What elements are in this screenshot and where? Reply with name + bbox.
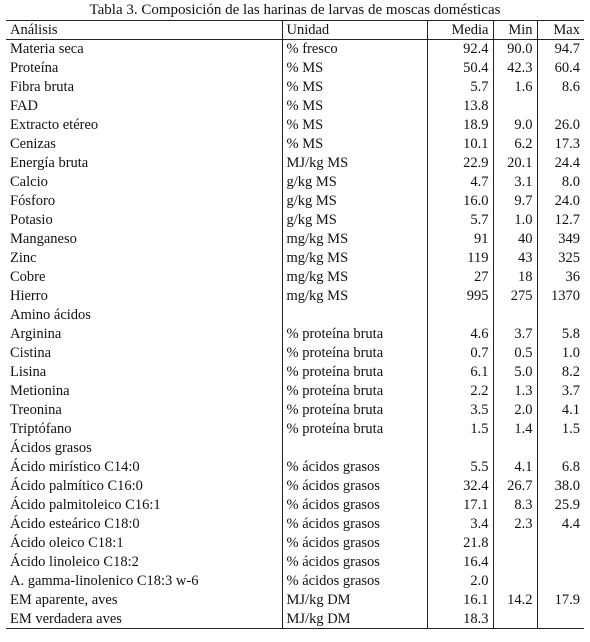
cell-unidad: % ácidos grasos <box>282 476 427 495</box>
cell-min <box>493 438 537 457</box>
cell-unidad: % MS <box>282 116 427 135</box>
cell-unidad: % ácidos grasos <box>282 552 427 571</box>
cell-media: 6.1 <box>427 362 493 381</box>
cell-media: 21.8 <box>427 533 493 552</box>
cell-analisis: Ácidos grasos <box>10 439 92 456</box>
cell-min: 275 <box>493 287 537 306</box>
cell-analisis: FAD <box>10 98 38 115</box>
cell-unidad: % MS <box>282 97 427 116</box>
cell-analisis: Lisina <box>10 363 47 380</box>
cell-max <box>537 609 584 628</box>
cell-unidad: % MS <box>282 135 427 154</box>
cell-analisis: Ácido palmítico C16:0 <box>10 477 143 494</box>
cell-analisis: Fósforo <box>10 193 56 210</box>
cell-analisis: Hierro <box>10 288 48 305</box>
table-row <box>6 325 584 344</box>
table-row <box>6 476 584 495</box>
cell-media: 16.1 <box>427 590 493 609</box>
cell-min: 0.5 <box>493 344 537 363</box>
cell-unidad: MJ/kg MS <box>282 154 427 173</box>
cell-max: 17.3 <box>537 135 584 154</box>
table-row <box>6 306 584 325</box>
cell-media: 92.4 <box>427 40 493 59</box>
table-row <box>6 438 584 457</box>
cell-min: 4.1 <box>493 457 537 476</box>
table-row <box>6 287 584 306</box>
cell-media: 10.1 <box>427 135 493 154</box>
header-media: Media <box>427 21 493 40</box>
cell-media: 5.7 <box>427 78 493 97</box>
cell-analisis: Ácido mirístico C14:0 <box>10 458 140 475</box>
table-row <box>6 59 584 78</box>
cell-media: 5.5 <box>427 457 493 476</box>
cell-media: 17.1 <box>427 495 493 514</box>
cell-min <box>493 97 537 116</box>
cell-min: 20.1 <box>493 154 537 173</box>
table-row <box>6 116 584 135</box>
cell-min: 90.0 <box>493 40 537 59</box>
cell-unidad: mg/kg MS <box>282 249 427 268</box>
cell-unidad: % proteína bruta <box>282 344 427 363</box>
cell-min: 40 <box>493 230 537 249</box>
cell-unidad <box>282 306 427 325</box>
cell-media: 4.6 <box>427 325 493 344</box>
cell-max: 38.0 <box>537 476 584 495</box>
cell-media: 3.5 <box>427 400 493 419</box>
table-row <box>6 78 584 97</box>
cell-unidad: % fresco <box>282 40 427 59</box>
cell-unidad: % ácidos grasos <box>282 533 427 552</box>
cell-media <box>427 306 493 325</box>
cell-max: 4.1 <box>537 400 584 419</box>
cell-max <box>537 306 584 325</box>
cell-media: 18.3 <box>427 609 493 628</box>
table-row <box>6 362 584 381</box>
table-row <box>6 173 584 192</box>
cell-unidad: g/kg MS <box>282 173 427 192</box>
cell-analisis: Fibra bruta <box>10 79 75 96</box>
header-analisis: Análisis <box>6 21 282 40</box>
table-row <box>6 268 584 287</box>
cell-media: 22.9 <box>427 154 493 173</box>
table-row <box>6 495 584 514</box>
cell-unidad: MJ/kg DM <box>282 590 427 609</box>
cell-unidad: mg/kg MS <box>282 287 427 306</box>
cell-max <box>537 533 584 552</box>
cell-analisis: Cistina <box>10 344 52 361</box>
cell-max: 26.0 <box>537 116 584 135</box>
cell-analisis: Ácido oleico C18:1 <box>10 534 124 551</box>
cell-max: 5.8 <box>537 325 584 344</box>
cell-analisis: EM verdadera aves <box>6 609 282 628</box>
cell-max: 6.8 <box>537 457 584 476</box>
cell-min: 1.0 <box>493 211 537 230</box>
cell-media: 16.0 <box>427 192 493 211</box>
cell-max: 94.7 <box>537 40 584 59</box>
cell-unidad: % ácidos grasos <box>282 495 427 514</box>
cell-media: 119 <box>427 249 493 268</box>
cell-analisis: Cenizas <box>10 136 56 153</box>
table-row <box>6 154 584 173</box>
cell-max: 8.2 <box>537 362 584 381</box>
cell-unidad: % proteína bruta <box>282 362 427 381</box>
cell-unidad: % ácidos grasos <box>282 514 427 533</box>
header-unidad: Unidad <box>282 21 427 40</box>
cell-min <box>493 609 537 628</box>
cell-analisis: Zinc <box>10 250 37 267</box>
cell-unidad: mg/kg MS <box>282 230 427 249</box>
table-row <box>6 97 584 116</box>
cell-analisis: Cobre <box>10 269 46 286</box>
cell-max: 3.7 <box>537 381 584 400</box>
cell-analisis: Ácido esteárico C18:0 <box>10 515 140 532</box>
cell-media <box>427 438 493 457</box>
cell-max: 1370 <box>537 287 584 306</box>
table-row <box>6 419 584 438</box>
cell-analisis: Amino ácidos <box>10 307 91 324</box>
cell-media: 2.0 <box>427 571 493 590</box>
cell-min: 2.0 <box>493 400 537 419</box>
table-row <box>6 571 584 590</box>
cell-media: 995 <box>427 287 493 306</box>
cell-analisis: Proteína <box>10 60 59 77</box>
cell-max <box>537 552 584 571</box>
table-row <box>6 381 584 400</box>
cell-analisis: Extracto etéreo <box>10 117 99 134</box>
table-caption: Tabla 3. Composición de las harinas de larvas de moscas domésticas <box>89 2 501 18</box>
cell-analisis: Arginina <box>10 326 62 343</box>
table-row <box>6 249 584 268</box>
cell-unidad: % MS <box>282 78 427 97</box>
table-row <box>6 135 584 154</box>
table-row <box>6 609 584 628</box>
cell-unidad: % MS <box>282 59 427 78</box>
cell-min: 1.3 <box>493 381 537 400</box>
cell-max: 60.4 <box>537 59 584 78</box>
cell-min: 9.7 <box>493 192 537 211</box>
cell-max <box>537 438 584 457</box>
cell-unidad: g/kg MS <box>282 211 427 230</box>
cell-unidad: MJ/kg DM <box>282 609 427 628</box>
cell-max: 4.4 <box>537 514 584 533</box>
cell-min: 26.7 <box>493 476 537 495</box>
cell-unidad: % proteína bruta <box>282 400 427 419</box>
table-row <box>6 230 584 249</box>
cell-max: 1.0 <box>537 344 584 363</box>
cell-min: 2.3 <box>493 514 537 533</box>
cell-analisis: Ácido palmitoleico C16:1 <box>10 496 161 513</box>
table-row <box>6 514 584 533</box>
table-row <box>6 533 584 552</box>
cell-min: 1.6 <box>493 78 537 97</box>
cell-media: 4.7 <box>427 173 493 192</box>
cell-analisis: Ácido linoleico C18:2 <box>10 553 139 570</box>
cell-max: 8.0 <box>537 173 584 192</box>
cell-analisis: A. gamma-linolenico C18:3 w-6 <box>10 572 199 589</box>
cell-max: 24.4 <box>537 154 584 173</box>
cell-max <box>537 97 584 116</box>
cell-max: 12.7 <box>537 211 584 230</box>
table-row <box>6 192 584 211</box>
cell-analisis: Metionina <box>10 382 70 399</box>
cell-min: 9.0 <box>493 116 537 135</box>
cell-max: 349 <box>537 230 584 249</box>
cell-unidad: % proteína bruta <box>282 325 427 344</box>
table-row <box>6 552 584 571</box>
cell-min: 43 <box>493 249 537 268</box>
cell-unidad: % ácidos grasos <box>282 457 427 476</box>
cell-media: 0.7 <box>427 344 493 363</box>
cell-max: 8.6 <box>537 78 584 97</box>
cell-media: 32.4 <box>427 476 493 495</box>
cell-media: 91 <box>427 230 493 249</box>
cell-analisis: Energía bruta <box>10 155 89 172</box>
cell-media: 3.4 <box>427 514 493 533</box>
cell-min: 8.3 <box>493 495 537 514</box>
table-row <box>6 400 584 419</box>
cell-media: 5.7 <box>427 211 493 230</box>
cell-media: 18.9 <box>427 116 493 135</box>
cell-max <box>537 571 584 590</box>
cell-unidad: % proteína bruta <box>282 381 427 400</box>
cell-media: 27 <box>427 268 493 287</box>
cell-analisis: Potasio <box>10 212 53 229</box>
cell-analisis: Triptófano <box>10 420 72 437</box>
cell-media: 13.8 <box>427 97 493 116</box>
cell-max: 36 <box>537 268 584 287</box>
cell-media: 2.2 <box>427 381 493 400</box>
cell-min: 3.7 <box>493 325 537 344</box>
cell-max: 1.5 <box>537 419 584 438</box>
cell-max: 25.9 <box>537 495 584 514</box>
cell-max: 17.9 <box>537 590 584 609</box>
cell-min <box>493 533 537 552</box>
cell-unidad <box>282 438 427 457</box>
cell-min <box>493 571 537 590</box>
cell-max: 24.0 <box>537 192 584 211</box>
table-row <box>6 40 584 59</box>
cell-unidad: g/kg MS <box>282 192 427 211</box>
cell-unidad: mg/kg MS <box>282 268 427 287</box>
table-row <box>6 211 584 230</box>
cell-min: 6.2 <box>493 135 537 154</box>
cell-min: 1.4 <box>493 419 537 438</box>
cell-min: 3.1 <box>493 173 537 192</box>
cell-unidad: % ácidos grasos <box>282 571 427 590</box>
header-min: Min <box>493 21 537 40</box>
cell-analisis: Materia seca <box>10 41 84 58</box>
cell-media: 1.5 <box>427 419 493 438</box>
cell-min: 5.0 <box>493 362 537 381</box>
cell-analisis: EM aparente, aves <box>10 591 118 608</box>
composition-table <box>6 20 584 629</box>
cell-max: 325 <box>537 249 584 268</box>
cell-media: 16.4 <box>427 552 493 571</box>
table-body <box>6 40 584 629</box>
cell-analisis: Calcio <box>10 174 48 191</box>
header-max: Max <box>537 21 584 40</box>
cell-min: 42.3 <box>493 59 537 78</box>
cell-min <box>493 552 537 571</box>
cell-unidad: % proteína bruta <box>282 419 427 438</box>
table-row <box>6 590 584 609</box>
cell-min: 18 <box>493 268 537 287</box>
cell-min <box>493 306 537 325</box>
table-header-row <box>6 21 584 40</box>
table-row <box>6 344 584 363</box>
cell-media: 50.4 <box>427 59 493 78</box>
cell-analisis: Manganeso <box>10 231 77 248</box>
cell-analisis: Treonina <box>10 401 62 418</box>
cell-min: 14.2 <box>493 590 537 609</box>
table-row <box>6 457 584 476</box>
